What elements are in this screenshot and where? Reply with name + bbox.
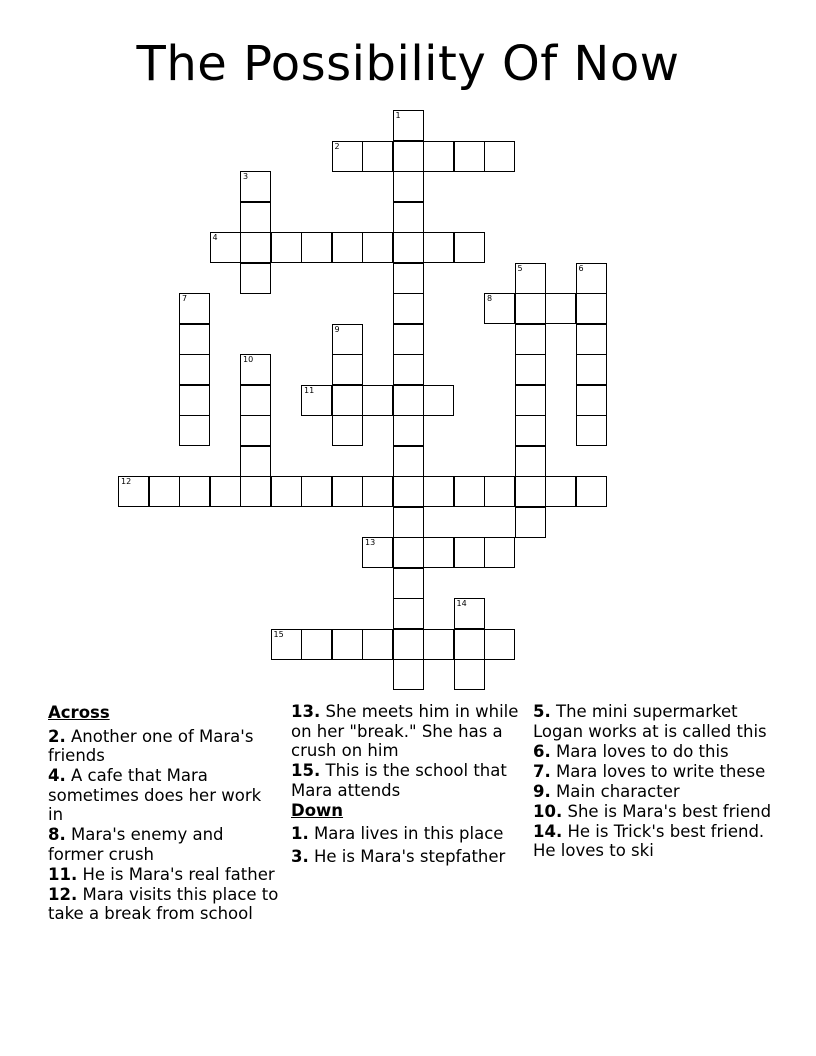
clue-across-2: [48, 727, 280, 766]
grid-cell[interactable]: [393, 202, 424, 233]
cell-number: 6: [578, 263, 584, 273]
grid-cell[interactable]: [301, 629, 332, 660]
grid-cell[interactable]: [576, 354, 607, 385]
grid-cell[interactable]: [179, 293, 210, 324]
clue-text: She is Mara's best friend: [567, 801, 772, 821]
clue-number: 13.: [291, 702, 321, 721]
grid-cell[interactable]: [454, 537, 485, 568]
cell-number: 9: [334, 324, 340, 334]
grid-cell[interactable]: [332, 415, 363, 446]
grid-cell[interactable]: [393, 507, 424, 538]
grid-cell[interactable]: [423, 385, 454, 416]
grid-cell[interactable]: [515, 385, 546, 416]
down-heading: Down: [291, 800, 344, 820]
clue-number: 9.: [533, 781, 551, 801]
grid-cell[interactable]: [515, 446, 546, 477]
grid-cell[interactable]: [423, 629, 454, 660]
clue-text: Another one of Mara's friends: [48, 726, 254, 765]
cell-number: 4: [212, 233, 218, 242]
grid-cell[interactable]: [484, 476, 515, 507]
grid-cell[interactable]: [545, 293, 576, 324]
clue-down-3: [291, 847, 523, 867]
grid-cell[interactable]: [240, 232, 271, 263]
clue-text: Mara lives in this place: [314, 824, 504, 843]
grid-cell[interactable]: [179, 354, 210, 385]
grid-cell[interactable]: [393, 598, 424, 629]
clue-down-14: [533, 822, 773, 861]
grid-cell[interactable]: [362, 141, 393, 172]
grid-cell[interactable]: [576, 293, 607, 324]
clue-across-15: [291, 761, 523, 800]
grid-cell[interactable]: [515, 476, 546, 507]
grid-cell[interactable]: [576, 324, 607, 355]
grid-cell[interactable]: [240, 385, 271, 416]
across-heading: Across: [48, 703, 110, 722]
clues-column-2: [291, 702, 523, 867]
grid-cell[interactable]: [393, 263, 424, 294]
clue-text: She meets him in while on her "break." She has a crush on him: [291, 702, 519, 760]
grid-cell[interactable]: [393, 110, 424, 141]
grid-cell[interactable]: [210, 476, 241, 507]
clue-text: Mara loves to write these: [556, 761, 766, 781]
grid-cell[interactable]: [515, 507, 546, 538]
clue-text: He is Mara's stepfather: [314, 846, 506, 866]
grid-cell[interactable]: [393, 232, 424, 263]
grid-cell[interactable]: [240, 263, 271, 294]
cell-number: 7: [182, 294, 188, 303]
grid-cell[interactable]: [545, 476, 576, 507]
grid-cell[interactable]: [423, 232, 454, 263]
grid-cell[interactable]: [332, 324, 363, 355]
grid-cell[interactable]: [332, 354, 363, 385]
grid-cell[interactable]: [332, 629, 363, 660]
grid-cell[interactable]: [332, 476, 363, 507]
clue-number: 12.: [48, 884, 78, 904]
grid-cell[interactable]: [393, 537, 424, 568]
clue-text: He is Trick's best friend. He loves to ski: [533, 821, 765, 860]
across-clue-list: [48, 727, 280, 924]
grid-cell[interactable]: [179, 385, 210, 416]
clue-number: 2.: [48, 726, 66, 746]
cell-number: 3: [243, 172, 249, 181]
grid-cell[interactable]: [332, 141, 363, 172]
grid-cell[interactable]: [393, 446, 424, 477]
grid-cell[interactable]: [484, 141, 515, 172]
grid-cell[interactable]: [118, 476, 149, 507]
cell-number: 5: [517, 263, 523, 273]
clue-down-6: [533, 742, 773, 762]
cell-number: 13: [365, 538, 376, 547]
cell-number: 10: [243, 355, 254, 364]
grid-cell[interactable]: [484, 537, 515, 568]
grid-cell[interactable]: [271, 232, 302, 263]
grid-cell[interactable]: [393, 476, 424, 507]
clue-down-9: [533, 782, 773, 802]
grid-cell[interactable]: [301, 385, 332, 416]
grid-cell[interactable]: [454, 659, 485, 690]
clue-text: This is the school that Mara attends: [291, 761, 507, 800]
cell-number: 8: [487, 294, 493, 303]
grid-cell[interactable]: [423, 141, 454, 172]
grid-cell[interactable]: [240, 476, 271, 507]
grid-cell[interactable]: [149, 476, 180, 507]
clue-down-5: [533, 702, 773, 741]
grid-cell[interactable]: [393, 354, 424, 385]
grid-cell[interactable]: [362, 629, 393, 660]
grid-cell[interactable]: [393, 385, 424, 416]
grid-cell[interactable]: [454, 232, 485, 263]
clue-down-7: [533, 762, 773, 782]
grid-cell[interactable]: [393, 629, 424, 660]
clue-across-8: [48, 825, 280, 864]
grid-cell[interactable]: [271, 629, 302, 660]
cell-number: 2: [334, 141, 340, 151]
clue-text: Mara's enemy and former crush: [48, 825, 224, 864]
grid-cell[interactable]: [240, 415, 271, 446]
grid-cell[interactable]: [362, 385, 393, 416]
grid-cell[interactable]: [484, 629, 515, 660]
clue-text: Mara visits this place to take a break from school: [48, 884, 279, 923]
grid-cell[interactable]: [576, 385, 607, 416]
grid-cell[interactable]: [576, 415, 607, 446]
grid-cell[interactable]: [179, 324, 210, 355]
clue-text: Mara loves to do this: [556, 741, 729, 761]
clue-down-1: [291, 824, 523, 844]
grid-cell[interactable]: [454, 476, 485, 507]
clue-text: A cafe that Mara sometimes does her work in: [48, 766, 262, 824]
clue-number: 11.: [48, 864, 78, 884]
grid-cell[interactable]: [484, 293, 515, 324]
grid-cell[interactable]: [301, 232, 332, 263]
grid-cell[interactable]: [332, 232, 363, 263]
puzzle-title: The Possibility Of Now: [136, 36, 680, 92]
cell-number: 15: [273, 629, 284, 639]
grid-cell[interactable]: [393, 568, 424, 599]
grid-cell[interactable]: [515, 354, 546, 385]
clue-number: 10.: [533, 801, 563, 821]
grid-cell[interactable]: [423, 537, 454, 568]
grid-cell[interactable]: [240, 446, 271, 477]
grid-cell[interactable]: [301, 476, 332, 507]
grid-cell[interactable]: [393, 324, 424, 355]
cell-number: 12: [121, 477, 132, 486]
cell-number: 14: [456, 599, 467, 608]
clues-column-1: [48, 703, 280, 924]
clue-number: 6.: [533, 741, 551, 761]
grid-cell[interactable]: [454, 598, 485, 629]
clue-down-10: [533, 802, 773, 822]
clue-number: 7.: [533, 761, 551, 781]
clue-text: The mini supermarket Logan works at is called this: [533, 702, 767, 741]
grid-cell[interactable]: [576, 476, 607, 507]
grid-cell[interactable]: [454, 141, 485, 172]
grid-cell[interactable]: [393, 141, 424, 172]
clue-number: 15.: [291, 761, 321, 780]
clue-text: Main character: [556, 781, 680, 801]
grid-cell[interactable]: [576, 263, 607, 294]
cell-number: 11: [304, 385, 315, 395]
clue-number: 3.: [291, 846, 309, 866]
cell-number: 1: [395, 111, 401, 120]
clue-number: 14.: [533, 821, 563, 841]
grid-cell[interactable]: [362, 232, 393, 263]
grid-cell[interactable]: [362, 537, 393, 568]
grid-cell[interactable]: [393, 659, 424, 690]
grid-cell[interactable]: [240, 354, 271, 385]
clue-across-13: [291, 702, 523, 761]
grid-cell[interactable]: [515, 324, 546, 355]
clue-across-11: [48, 865, 280, 885]
grid-cell[interactable]: [423, 476, 454, 507]
clue-across-12: [48, 885, 280, 924]
grid-cell[interactable]: [393, 293, 424, 324]
grid-cell[interactable]: [454, 629, 485, 660]
grid-cell[interactable]: [240, 171, 271, 202]
grid-cell[interactable]: [271, 476, 302, 507]
grid-cell[interactable]: [393, 415, 424, 446]
grid-cell[interactable]: [332, 385, 363, 416]
clues-column-3: [533, 702, 773, 861]
grid-cell[interactable]: [515, 293, 546, 324]
clue-text: He is Mara's real father: [82, 864, 275, 884]
grid-cell[interactable]: [515, 415, 546, 446]
grid-cell[interactable]: [179, 476, 210, 507]
clue-number: 4.: [48, 766, 66, 785]
clue-number: 5.: [533, 702, 551, 721]
grid-cell[interactable]: [210, 232, 241, 263]
grid-cell[interactable]: [362, 476, 393, 507]
grid-cell[interactable]: [393, 171, 424, 202]
grid-cell[interactable]: [179, 415, 210, 446]
clue-number: 8.: [48, 825, 66, 844]
grid-cell[interactable]: [240, 202, 271, 233]
grid-cell[interactable]: [515, 263, 546, 294]
clue-across-4: [48, 766, 280, 825]
clue-number: 1.: [291, 824, 309, 843]
